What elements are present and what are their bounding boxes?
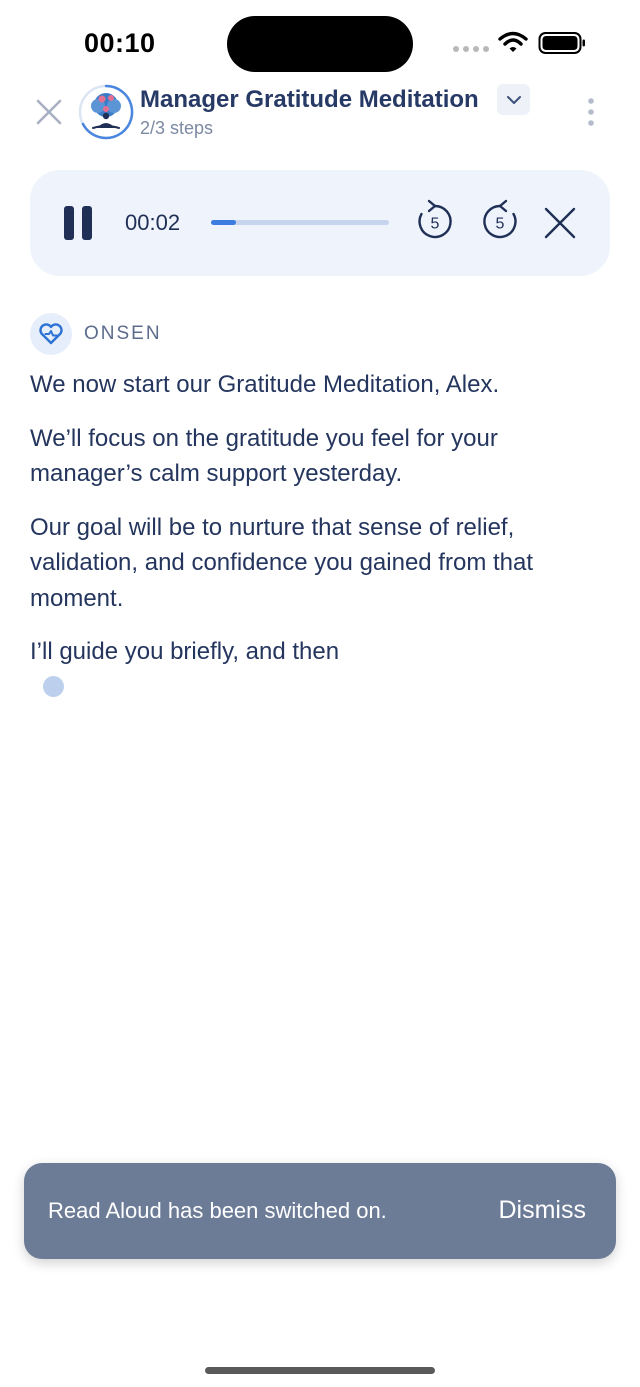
close-player-button[interactable] [542, 205, 578, 241]
pause-icon [64, 206, 74, 240]
chevron-down-icon [506, 95, 522, 105]
speaker-name: ONSEN [84, 323, 162, 344]
battery-icon [538, 31, 586, 55]
forward-seconds-label: 5 [495, 215, 505, 233]
audio-progress-fill [211, 220, 236, 225]
forward-5-button[interactable] [480, 199, 520, 243]
cellular-signal-icon [453, 46, 489, 52]
elapsed-time: 00:02 [125, 210, 181, 235]
dismiss-button[interactable]: Dismiss [498, 1196, 586, 1224]
dynamic-island [227, 16, 413, 72]
meditation-avatar [78, 84, 134, 140]
message-paragraph: I’ll guide you briefly, and then [30, 638, 340, 665]
close-button[interactable] [30, 93, 68, 131]
rewind-5-button[interactable] [415, 199, 455, 243]
status-time: 00:10 [84, 28, 156, 58]
more-vertical-icon[interactable] [580, 96, 602, 130]
audio-player [30, 170, 610, 276]
message-paragraph: Our goal will be to nurture that sense of relief, validation, and confidence you gained from that moment. [30, 513, 534, 612]
toast-message: Read Aloud has been switched on. [48, 1198, 387, 1223]
heart-logo-icon [38, 322, 64, 346]
rewind-seconds-label: 5 [430, 215, 440, 233]
message-paragraph: We now start our Gratitude Meditation, Alex. [30, 371, 500, 398]
typing-indicator [43, 676, 64, 697]
status-bar [0, 0, 640, 86]
audio-progress-bar[interactable] [211, 220, 389, 225]
speaker-avatar [30, 313, 72, 355]
wifi-icon [498, 30, 528, 54]
step-progress-label: 2/3 steps [140, 118, 214, 138]
meditation-title: Manager Gratitude Meditation [140, 86, 479, 113]
close-icon [546, 209, 574, 237]
home-indicator[interactable] [205, 1367, 435, 1374]
pause-button[interactable] [60, 204, 96, 244]
close-icon [35, 98, 63, 126]
read-aloud-toast [24, 1163, 616, 1259]
title-dropdown-button[interactable] [497, 84, 530, 115]
message-paragraph: We’ll focus on the gratitude you feel for your manager’s calm support yesterday. [30, 424, 498, 487]
assistant-message [30, 367, 615, 688]
